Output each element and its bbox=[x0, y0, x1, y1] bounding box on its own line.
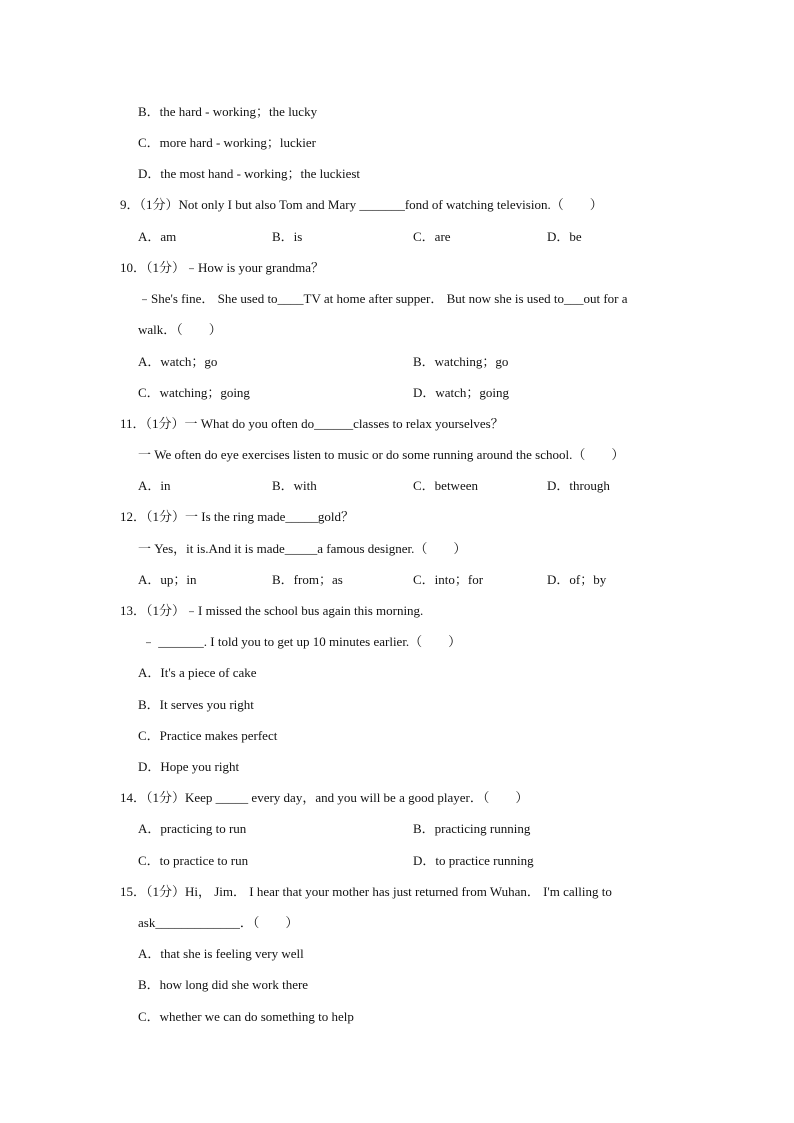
q11-option-b: B．with bbox=[272, 478, 317, 493]
q15-stem-line2: ask_____________．（ ） bbox=[138, 915, 299, 930]
q11-stem: 11．（1分）一 What do you often do______classes to relax yourselves？ bbox=[120, 416, 504, 431]
q14-stem: 14．（1分）Keep _____ every day，and you will be a good player．（ ） bbox=[120, 790, 529, 805]
q10-option-c: C．watching；going bbox=[138, 385, 250, 400]
q12-stem: 12．（1分）一 Is the ring made_____gold？ bbox=[120, 509, 354, 524]
q8-option-d: D．the most hand - working；the luckiest bbox=[138, 166, 361, 181]
q10-stem-line3: walk．（ ） bbox=[138, 322, 222, 337]
q8-option-b: B．the hard - working；the lucky bbox=[138, 104, 318, 119]
q12-option-a: A．up；in bbox=[138, 572, 197, 587]
q13-option-b: B．It serves you right bbox=[138, 697, 254, 712]
q11-stem-line2: 一 We often do eye exercises listen to music or do some running around the school.（ ） bbox=[138, 447, 625, 462]
q14-option-a: A．practicing to run bbox=[138, 821, 247, 836]
q9-option-a: A．am bbox=[138, 229, 177, 244]
q13-stem: 13．（1分）﹣I missed the school bus again this morning. bbox=[120, 603, 424, 618]
q10-option-a: A．watch；go bbox=[138, 354, 218, 369]
q9-stem: 9．（1分）Not only I but also Tom and Mary _______fond of watching television.（ ） bbox=[120, 197, 603, 212]
q10-option-b: B．watching；go bbox=[413, 354, 509, 369]
q15-option-b: B．how long did she work there bbox=[138, 977, 309, 992]
q13-option-d: D．Hope you right bbox=[138, 759, 240, 774]
q10-stem-line2: ﹣She's fine． She used to____TV at home after supper． But now she is used to___out for a bbox=[138, 291, 628, 306]
q10-option-d: D．watch；going bbox=[413, 385, 510, 400]
q14-option-d: D．to practice running bbox=[413, 853, 534, 868]
q12-option-d: D．of；by bbox=[547, 572, 607, 587]
q15-option-c: C．whether we can do something to help bbox=[138, 1009, 354, 1024]
q11-option-c: C．between bbox=[413, 478, 478, 493]
q8-option-c: C．more hard - working；luckier bbox=[138, 135, 316, 150]
q14-option-b: B．practicing running bbox=[413, 821, 531, 836]
q13-option-c: C．Practice makes perfect bbox=[138, 728, 278, 743]
q13-stem-line2: ﹣ _______. I told you to get up 10 minutes earlier.（ ） bbox=[142, 634, 462, 649]
q12-option-c: C．into；for bbox=[413, 572, 484, 587]
q9-option-d: D．be bbox=[547, 229, 582, 244]
q12-stem-line2: 一 Yes，it is.And it is made_____a famous designer.（ ） bbox=[138, 541, 467, 556]
q14-option-c: C．to practice to run bbox=[138, 853, 249, 868]
q13-option-a: A．It's a piece of cake bbox=[138, 665, 257, 680]
q15-option-a: A．that she is feeling very well bbox=[138, 946, 304, 961]
q9-option-c: C．are bbox=[413, 229, 451, 244]
q10-stem: 10．（1分）﹣How is your grandma？ bbox=[120, 260, 325, 275]
q11-option-d: D．through bbox=[547, 478, 610, 493]
q9-option-b: B．is bbox=[272, 229, 303, 244]
q11-option-a: A．in bbox=[138, 478, 171, 493]
q15-stem: 15．（1分）Hi， Jim． I hear that your mother has just returned from Wuhan． I'm calling to bbox=[120, 884, 612, 899]
q12-option-b: B．from；as bbox=[272, 572, 343, 587]
